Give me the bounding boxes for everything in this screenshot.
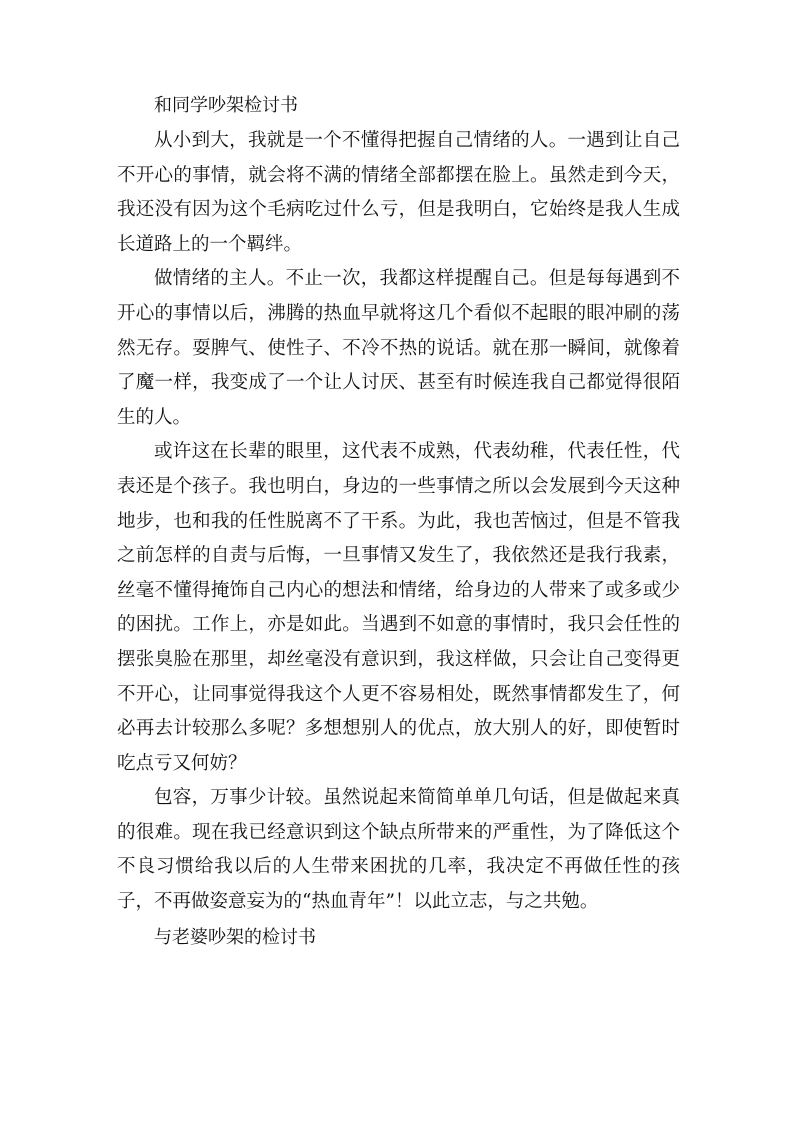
paragraph-3: 或许这在长辈的眼里，这代表不成熟，代表幼稚，代表任性，代表还是个孩子。我也明白，身边的一些事情之所以会发展到今天这种地步，也和我的任性脱离不了干系。为此，我也苦恼过，但是不管我之前怎样的自责与后悔，一旦事情又发生了，我依然还是我行我素，丝毫不懂得掩饰自己内心的想法和情绪，给身边的人带来了或多或少的困扰。工作上，亦是如此。当遇到不如意的事情时，我只会任性的摆张臭脸在那里，却丝毫没有意识到，我这样做，只会让自己变得更不开心，让同事觉得我这个人更不容易相处，既然事情都发生了，何必再去计较那么多呢？多想想别人的优点，放大别人的好，即使暂时吃点亏又何妨？ xyxy=(117,441,680,774)
paragraph-4: 包容，万事少计较。虽然说起来简简单单几句话，但是做起来真的很难。现在我已经意识到这个缺点所带来的严重性，为了降低这个不良习惯给我以后的人生带来困扰的几率，我决定不再做任性的孩子，不再做姿意妄为的“热血青年”！以此立志，与之共勉。 xyxy=(117,787,680,913)
document-title: 和同学吵架检讨书 xyxy=(154,95,298,116)
next-section-title: 与老婆吵架的检讨书 xyxy=(154,926,316,948)
paragraph-2: 做情绪的主人。不止一次，我都这样提醒自己。但是每每遇到不开心的事情以后，沸腾的热血早就将这几个看似不起眼的眼冲刷的荡然无存。耍脾气、使性子、不冷不热的说话。就在那一瞬间，就像着了魔一样，我变成了一个让人讨厌、甚至有时候连我自己都觉得很陌生的人。 xyxy=(117,268,680,428)
document-body xyxy=(117,88,680,956)
paragraph-1: 从小到大，我就是一个不懂得把握自己情绪的人。一遇到让自己不开心的事情，就会将不满的情绪全部都摆在脸上。虽然走到今天，我还没有因为这个毛病吃过什么亏，但是我明白，它始终是我人生成长道路上的一个羁绊。 xyxy=(117,130,680,255)
